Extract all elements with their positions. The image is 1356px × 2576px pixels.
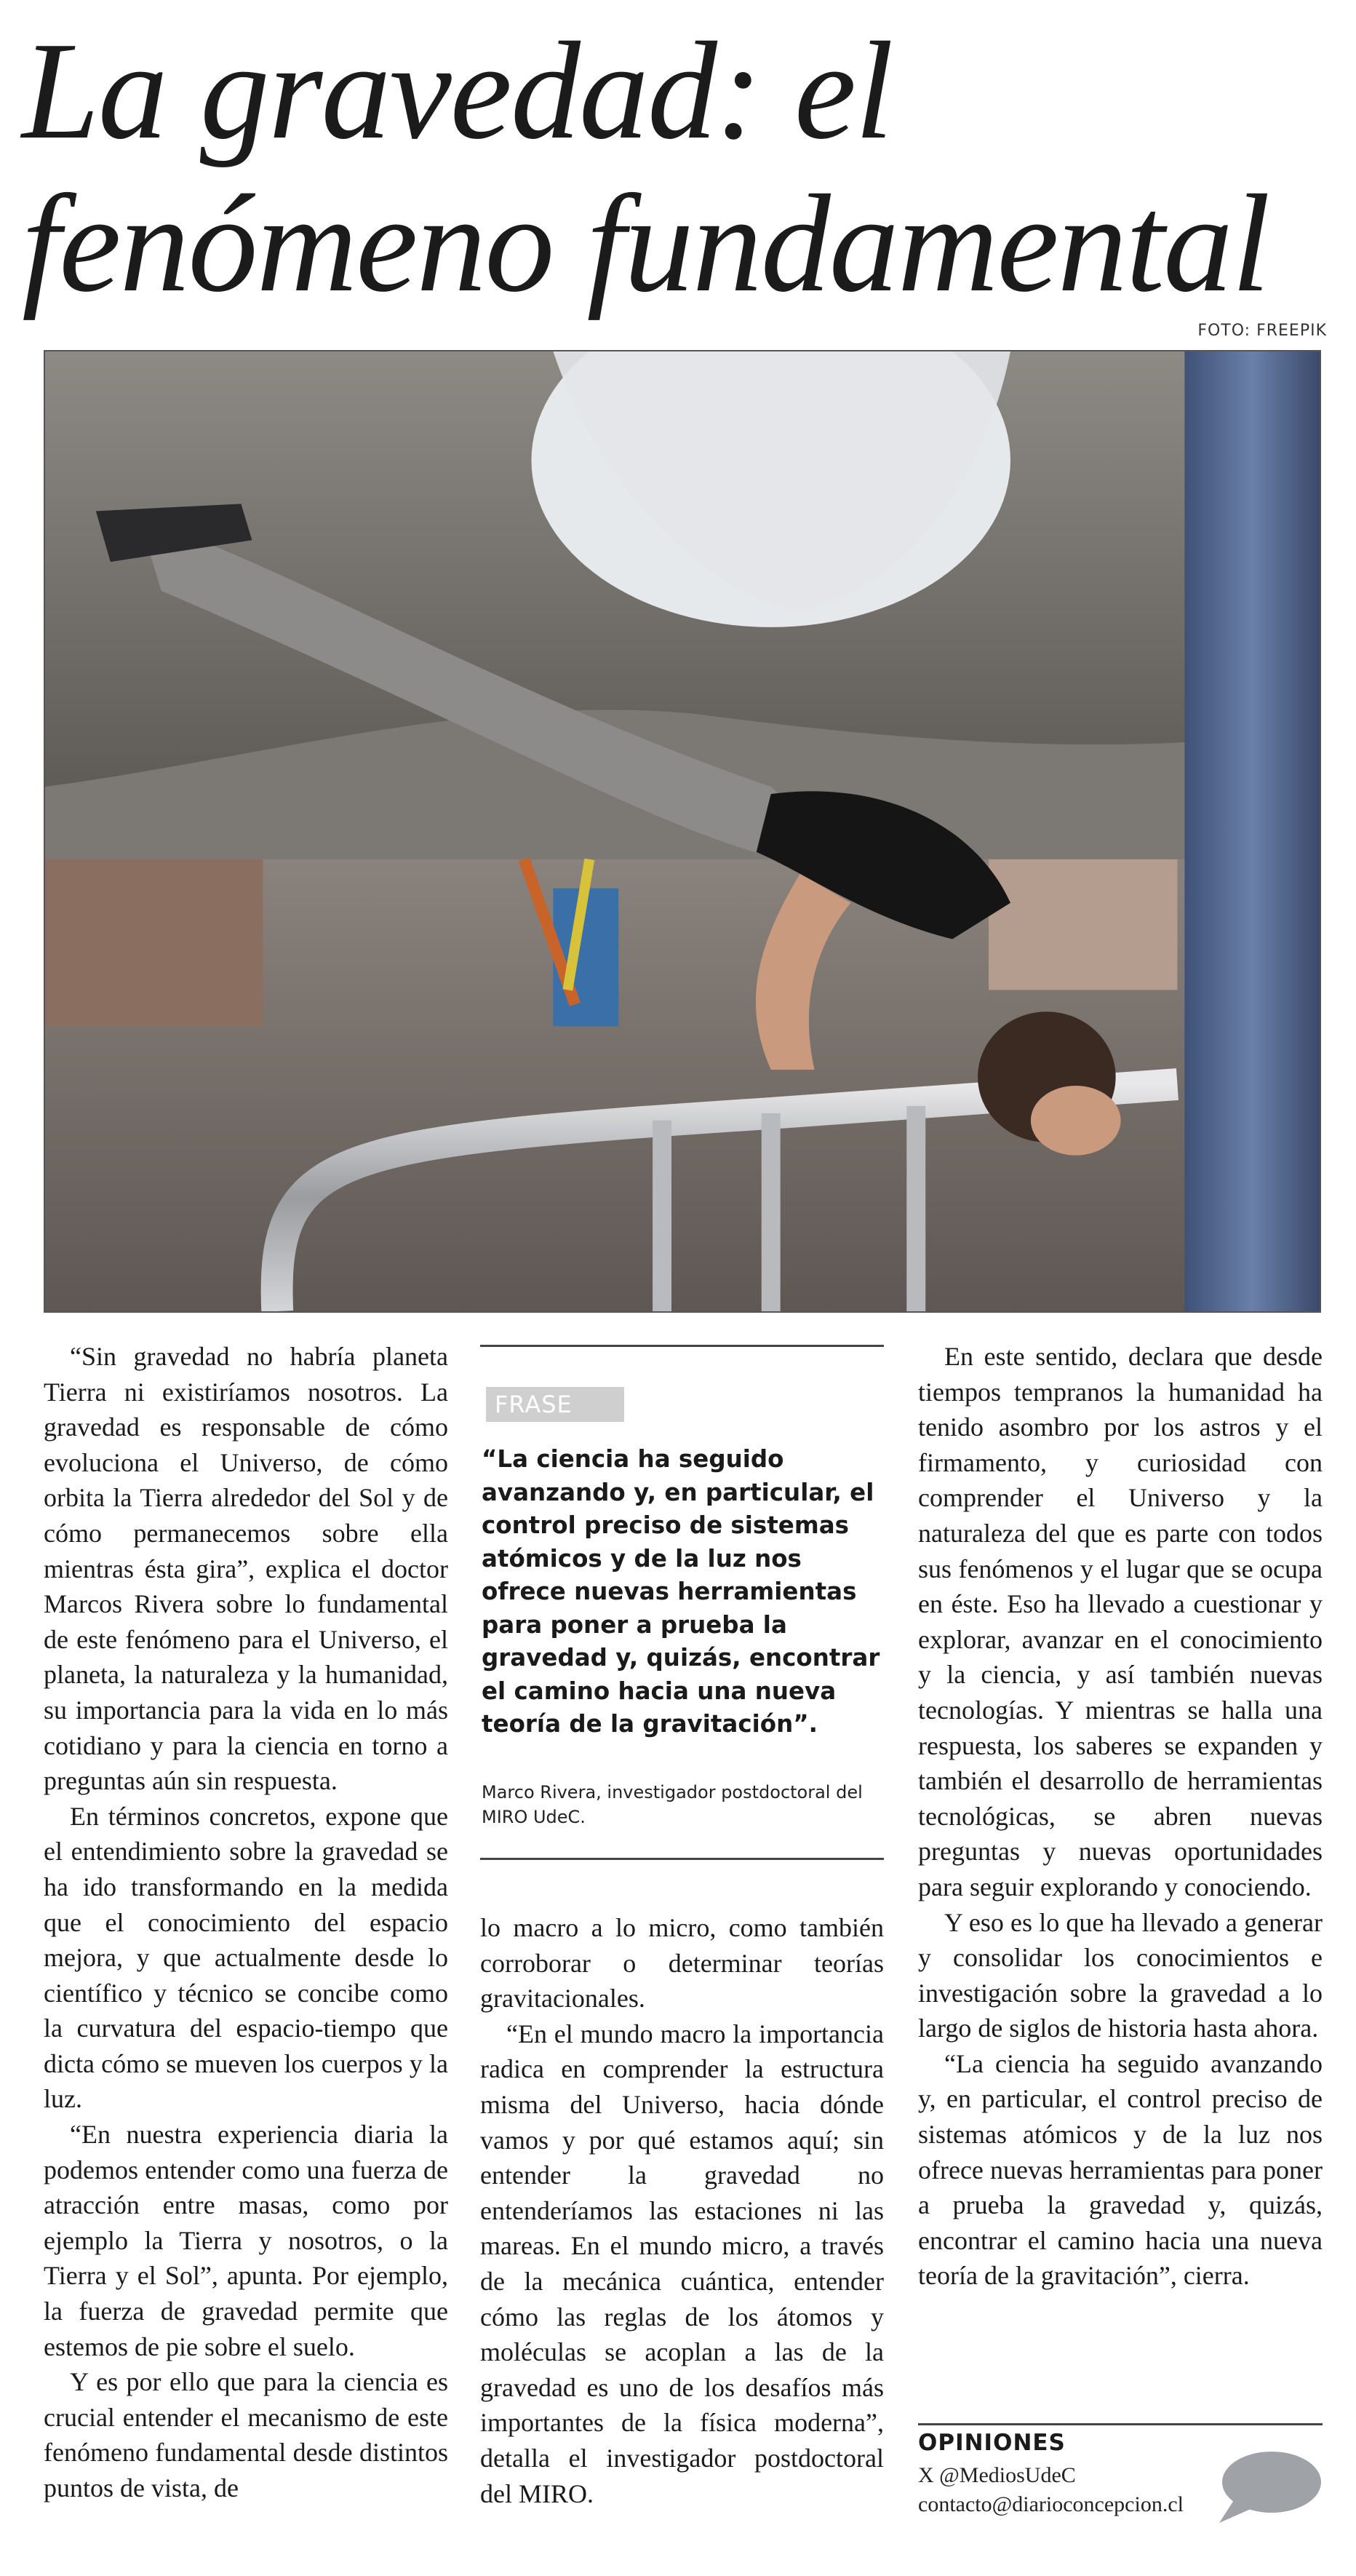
opinions-box (918, 2423, 1323, 2518)
paragraph: “La ciencia ha seguido avanzando y, en particular, el control preciso de sistemas atómicos y de la luz nos ofrece nuevas herramientas para poner a prueba la gravedad y, quizás, encontrar el camino hacia una nueva teoría de la gravitación”, cierra. (918, 2048, 1323, 2291)
x-handle[interactable]: X @MediosUdeC (918, 2463, 1076, 2487)
headline-line-1: La gravedad: el (22, 13, 893, 168)
photo-credit: FOTO: FREEPIK (1197, 322, 1327, 340)
paragraph: En términos concretos, expone que el entendimiento sobre la gravedad se ha ido transformando en la medida que el conocimiento del espacio mejora, y que actualmente desde lo científico y técnico se concibe como la curvatura del espacio-tiempo que dicta cómo se mueven los cuerpos y la luz. (44, 1801, 448, 2114)
headline-line-2: fenómeno fundamental (22, 166, 1269, 321)
body-column-2 (480, 1910, 884, 2511)
paragraph: “En nuestra experiencia diaria la podemos entender como una fuerza de atracción entre masas, como por ejemplo la Tierra y nosotros, o la Tierra y el Sol”, apunta. Por ejemplo, la fuerza de gravedad permite que estemos de pie sobre el suelo. (44, 2120, 448, 2361)
body-column-1 (44, 1339, 448, 2506)
body-column-3 (918, 1339, 1323, 2294)
pull-quote (480, 1345, 884, 1860)
opinions-title: OPINIONES (918, 2430, 1066, 2456)
paragraph: Y es por ello que para la ciencia es crucial entender el mecanismo de este fenómeno fundamental desde distintos puntos de vista, de (44, 2367, 448, 2503)
paragraph: Y eso es lo que ha llevado a generar y consolidar los conocimientos e investigación sobre la gravedad a lo largo de siglos de historia hasta ahora. (918, 1907, 1323, 2043)
paragraph: “Sin gravedad no habría planeta Tierra ni existiríamos nosotros. La gravedad es responsable de cómo evoluciona el Universo, de cómo orbita la Tierra alrededor del Sol y de cómo permanecemos sobre ella mientras ésta gira”, explica el doctor Marcos Rivera sobre lo fundamental de este fenómeno para el Universo, el planeta, la naturaleza y la humanidad, su importancia para la vida en lo más cotidiano y para la ciencia en torno a preguntas aún sin respuesta. (44, 1342, 448, 1796)
paragraph: “En el mundo macro la importancia radica en comprender la estructura misma del Universo, hacia dónde vamos y por qué estamos aquí; sin entender la gravedad no entenderíamos las estaciones ni las mareas. En el mundo micro, a través de la mecánica cuántica, entender cómo las reglas de los átomos y moléculas se acoplan a las de la gravedad es uno de los desafíos más importantes de la física moderna”, detalla el investigador postdoctoral del MIRO. (480, 2019, 884, 2508)
pull-quote-author: Marco Rivera, investigador postdoctoral del MIRO UdeC. (482, 1782, 863, 1827)
speech-bubble-icon (1213, 2447, 1323, 2527)
paragraph-continuation: lo macro a lo micro, como también corroborar o determinar teorías gravitacionales. (480, 1913, 884, 2014)
photo-illustration (45, 351, 1320, 1311)
contact-email[interactable]: contacto@diarioconcepcion.cl (918, 2492, 1184, 2516)
headline (22, 15, 1269, 320)
paragraph: En este sentido, declara que desde tiempos tempranos la humanidad ha tenido asombro por los astros y el firmamento, y curiosidad con comprender el Universo y la naturaleza del que es parte con todos sus fenómenos y el lugar que se ocupa en éste. Eso ha llevado a cuestionar y explorar, avanzar en el conocimiento y la ciencia, y así también nuevas tecnologías. Y mientras se halla una respuesta, los saberes se expanden y también el desarrollo de herramientas tecnológicas, se abren nuevas preguntas y nuevas oportunidades para seguir explorando y conociendo. (918, 1342, 1323, 1901)
pull-quote-tag: FRASE (486, 1387, 624, 1422)
pull-quote-text: “La ciencia ha seguido avanzando y, en particular, el control preciso de sistemas atómicos y de la luz nos ofrece nuevas herramientas para poner a prueba la gravedad y, quizás, encontrar el camino hacia una nueva teoría de la gravitación”. (482, 1445, 880, 1738)
article-photo (44, 350, 1321, 1313)
